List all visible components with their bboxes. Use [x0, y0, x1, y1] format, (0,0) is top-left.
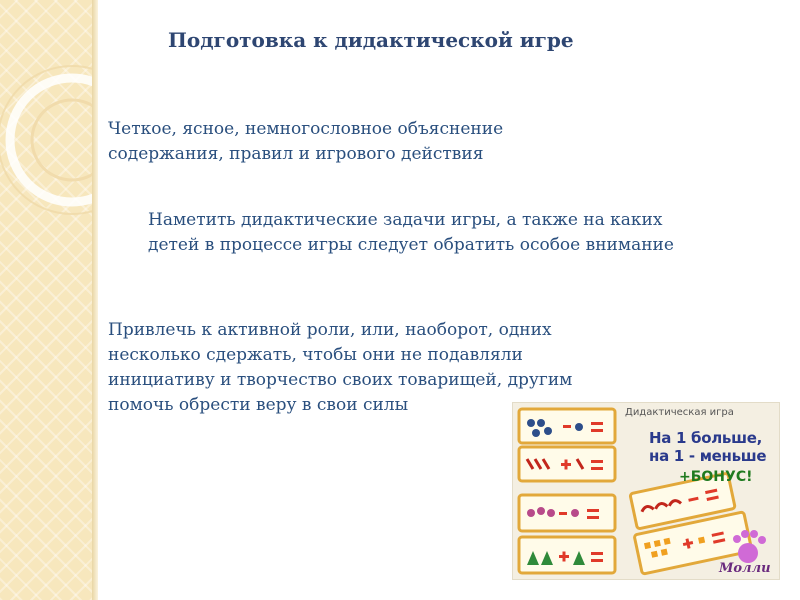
- point-tasks: Наметить дидактические задачи игры, а также на каких детей в процессе игры следует обратить особое внимание: [148, 210, 674, 255]
- point-roles: Привлечь к активной роли, или, наоборот, одних несколько сдержать, чтобы они не подавляли инициативу и творчество своих товарищей, другим помочь обрести веру в свои силы: [108, 320, 573, 415]
- game-illustration: [512, 402, 780, 580]
- game-label: Дидактическая игра: [625, 407, 734, 418]
- slide-title: Подготовка к дидактической игре: [168, 28, 574, 52]
- point-explanation: Четкое, ясное, немногословное объяснение содержания, правил и игрового действия: [108, 119, 504, 164]
- game-bonus: +БОНУС!: [679, 469, 753, 485]
- game-title-line2: на 1 - меньше: [649, 447, 767, 465]
- sidebar-decoration: [0, 0, 92, 600]
- game-title-line1: На 1 больше,: [649, 429, 763, 447]
- ring-decoration-icon: [0, 0, 92, 600]
- game-brand: Молли: [719, 561, 771, 576]
- sidebar-edge: [92, 0, 98, 600]
